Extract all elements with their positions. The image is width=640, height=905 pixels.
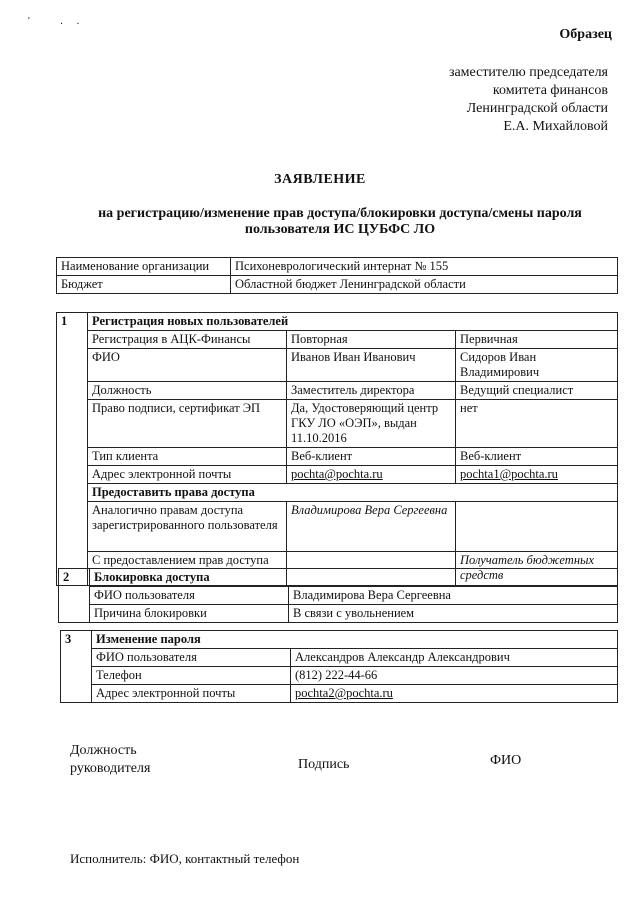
addressee-block [449, 64, 608, 136]
email-link[interactable]: pochta2@pochta.ru [291, 685, 618, 703]
row-value: Заместитель директора [287, 382, 456, 400]
position-label [70, 742, 150, 778]
table-row [57, 502, 618, 552]
row-label: Адрес электронной почты [88, 466, 287, 484]
row-label: Адрес электронной почты [92, 685, 291, 703]
subtitle-line: на регистрацию/изменение прав доступа/блокировки доступа/смены пароля [98, 206, 582, 221]
row-label: ФИО пользователя [90, 587, 289, 605]
table-row [57, 331, 618, 349]
row-label: Право подписи, сертификат ЭП [88, 400, 287, 448]
position-line: руководителя [70, 761, 151, 776]
table-row [57, 258, 618, 276]
row-value: нет [456, 400, 618, 448]
table-row [61, 667, 618, 685]
section-title: Блокировка доступа [90, 569, 618, 587]
addressee-line: заместителю председателя [448, 65, 608, 80]
subtitle-line: пользователя ИС ЦУБФС ЛО [244, 222, 436, 237]
row-label: Аналогично правам доступа зарегистрированного пользователя [88, 502, 287, 552]
addressee-line: Е.А. Михайловой [503, 119, 608, 134]
section-number: 3 [61, 631, 92, 703]
row-label: ФИО [88, 349, 287, 382]
row-value: Ведущий специалист [456, 382, 618, 400]
executor-line: Исполнитель: ФИО, контактный телефон [70, 851, 300, 866]
row-value: В связи с увольнением [289, 605, 618, 623]
org-name-value: Психоневрологический интернат № 155 [231, 258, 618, 276]
section-number: 1 [57, 313, 88, 586]
fio-label: ФИО [490, 753, 522, 768]
budget-value: Областной бюджет Ленинградской области [231, 276, 618, 294]
table-row [57, 313, 618, 331]
row-value: Получатель бюджетных средств [456, 552, 618, 586]
org-name-label: Наименование организации [57, 258, 231, 276]
scan-marks: ' .. [28, 16, 94, 27]
registration-label: Регистрация в АЦК-Финансы [88, 331, 287, 349]
row-label: С предоставлением прав доступа [88, 552, 287, 586]
table-row [61, 685, 618, 703]
row-value: Сидоров Иван Владимирович [456, 349, 618, 382]
section-number: 2 [59, 569, 90, 623]
table-row [61, 649, 618, 667]
row-value: Да, Удостоверяющий центр ГКУ ЛО «ОЭП», выдан 11.10.2016 [287, 400, 456, 448]
table-row [57, 382, 618, 400]
addressee-line: комитета финансов [492, 83, 608, 98]
row-label: Телефон [92, 667, 291, 685]
addressee-line: Ленинградской области [466, 101, 608, 116]
table-row [59, 587, 618, 605]
table-row [59, 569, 618, 587]
email-link[interactable]: pochta1@pochta.ru [456, 466, 618, 484]
table-row [57, 466, 618, 484]
table-row [57, 448, 618, 466]
repeat-column-header: Повторная [287, 331, 456, 349]
document-title: ЗАЯВЛЕНИЕ [274, 172, 366, 187]
row-label: Тип клиента [88, 448, 287, 466]
row-value: (812) 222-44-66 [291, 667, 618, 685]
table-row [57, 484, 618, 502]
position-line: Должность [70, 743, 137, 758]
row-label: ФИО пользователя [92, 649, 291, 667]
row-value: Владимирова Вера Сергеевна [287, 502, 456, 552]
row-label: Причина блокировки [90, 605, 289, 623]
row-value: Веб-клиент [287, 448, 456, 466]
section-password-table [60, 630, 618, 703]
section-blocking-table [58, 568, 618, 623]
row-value: Владимирова Вера Сергеевна [289, 587, 618, 605]
signature-label: Подпись [298, 757, 350, 772]
row-value: Иванов Иван Иванович [287, 349, 456, 382]
row-value: Веб-клиент [456, 448, 618, 466]
table-row [59, 605, 618, 623]
row-value [456, 502, 618, 552]
sample-label: Образец [559, 27, 612, 42]
section-registration-table [56, 312, 618, 586]
budget-label: Бюджет [57, 276, 231, 294]
section-title: Изменение пароля [92, 631, 618, 649]
section-title: Регистрация новых пользователей [88, 313, 618, 331]
primary-column-header: Первичная [456, 331, 618, 349]
table-row [57, 276, 618, 294]
organization-table [56, 257, 618, 294]
rights-title: Предоставить права доступа [88, 484, 618, 502]
table-row [61, 631, 618, 649]
row-value: Александров Александр Александрович [291, 649, 618, 667]
table-row [57, 400, 618, 448]
document-subtitle [60, 206, 620, 238]
row-label: Должность [88, 382, 287, 400]
table-row [57, 349, 618, 382]
email-link[interactable]: pochta@pochta.ru [287, 466, 456, 484]
